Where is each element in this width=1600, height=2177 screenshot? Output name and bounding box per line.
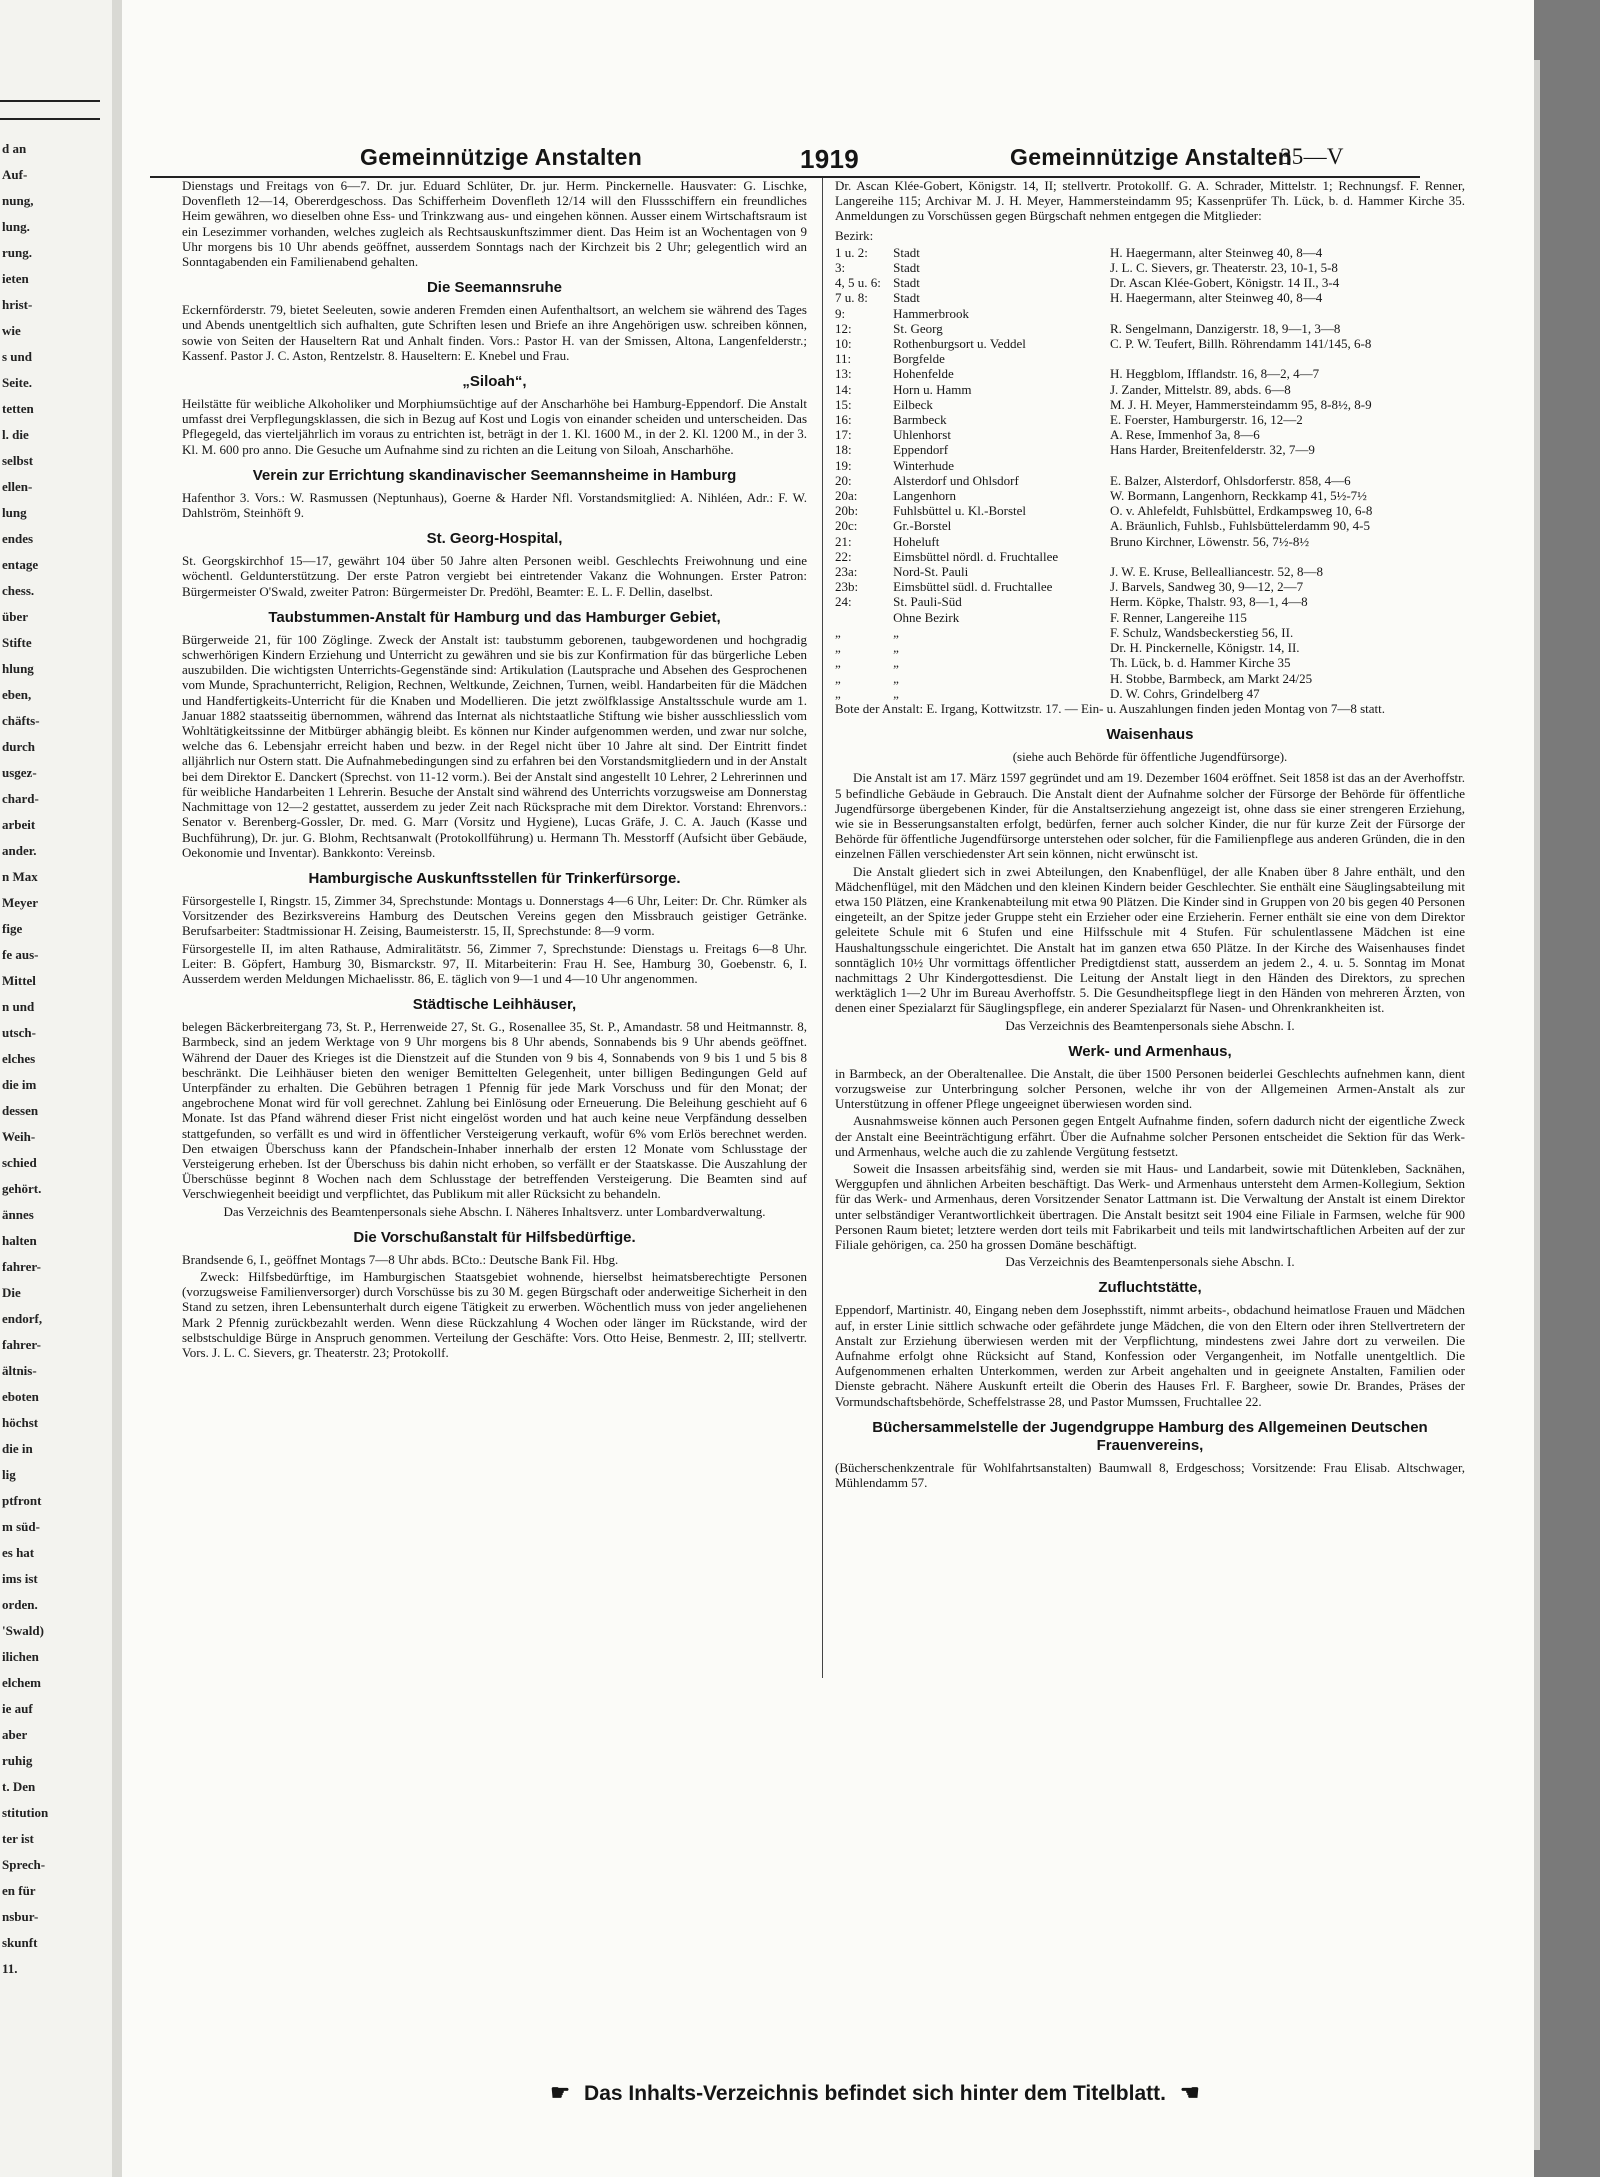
bezirk-number: „ [835, 624, 841, 640]
adjacent-page-fragment: selbst [2, 453, 34, 468]
armenhaus-text-2: Ausnahmsweise können auch Personen gegen Entgelt Aufnahme finden, sofern dadurch nicht der eigentliche Zweck der Anstalt eine Beeinträchtigung erfährt. Über die Aufnahme solcher Personen entscheidet die Sektion für das Werk- und Armenhaus, welche auch die zu zahlende Vergütung festsetzt. [835, 1113, 1465, 1159]
bezirk-contact: H. Haegermann, alter Steinweg 40, 8—4 [1109, 244, 1323, 260]
bezirk-contact: H. Stobbe, Barmbeck, am Markt 24/25 [1109, 670, 1313, 686]
adjacent-page-rule [0, 100, 100, 102]
adjacent-page-fragment: elches [2, 1051, 36, 1066]
taubstummen-anstalt-heading: Taubstummen-Anstalt für Hamburg und das Hamburger Gebiet, [268, 608, 721, 626]
bezirk-district: Stadt [893, 260, 920, 276]
bezirk-district: Eilbeck [893, 396, 933, 412]
adjacent-page-fragment: utsch- [2, 1025, 36, 1040]
bezirk-number: 3: [835, 260, 846, 276]
left-column [182, 178, 807, 1362]
leihhaeuser-heading: Städtische Leihhäuser, [412, 996, 577, 1014]
adjacent-page-fragment: die in [2, 1441, 33, 1456]
bezirk-row [835, 412, 1465, 427]
bezirk-contact: Dr. Ascan Klée-Gobert, Königstr. 14 II., 3-4 [1109, 275, 1340, 291]
bezirk-number: 20b: [835, 503, 859, 519]
bezirk-contact: Dr. H. Pinckernelle, Königstr. 14, II. [1109, 640, 1300, 656]
bezirk-district: Barmbeck [893, 412, 947, 428]
bezirk-row [835, 686, 1465, 701]
adjacent-page-fragment: ieten [2, 271, 29, 286]
fuersorgestelle-1-text: Fürsorgestelle I, Ringstr. 15, Zimmer 34, Sprechstunde: Montags u. Donnerstags 4—6 Uhr, Leiter: Dr. Chr. Rümker als Vorsitzender des Bezirksvereins Hamburg des Deutschen Vereins gegen den Missbrauch geistiger Getränke. Berufsarbeiter: Stadtmissionar H. Zeising, Baumeisterstr. 15, II, Sprechstunde: 8—9 vorm. [182, 892, 807, 939]
adjacent-page-fragment: m süd- [2, 1519, 40, 1534]
zufluchtstaette-text: Eppendorf, Martinistr. 40, Eingang neben dem Josephsstift, nimmt arbeits-, obdachund heimatlose Frauen und Mädchen auf, in erster Linie sittlich schwache oder gefährdete junge Mädchen, die von den Eltern oder ihren Stellvertretern der Anstalt zur Erziehung überwiesen werden mit der Verpflichtung, mindestens zwei Jahre dort zu verweilen. Die Aufnahme erfolgt ohne Rücksicht auf Stand, Konfession oder Vergangenheit, im Notfalle unentgeltlich. Die Aufgenommenen erhalten Unterkommen, werden zur Arbeit angehalten und in geeignete Anstalten, Familien oder Dienste gebracht. Nähere Auskunft erteilt die Oberin des Hauses Frl. F. Bargheer, sowie Dr. Brandes, Präses der Vormundschaftsbehörde, Scheffelstrasse 28, und Pastor Mumssen, Fruchtallee 22. [835, 1302, 1465, 1409]
pointing-hand-left-icon: ☚ [1179, 2080, 1200, 2105]
bezirk-row [835, 671, 1465, 686]
bezirk-row [835, 534, 1465, 549]
adjacent-page-fragment: ännes [2, 1207, 34, 1222]
armenhaus-text-3: Soweit die Insassen arbeitsfähig sind, werden sie mit Haus- und Landarbeit, sowie mit Dütenkleben, Sacknähen, Werggupfen und ähnlichen Arbeiten beschäftigt. Das Werk- und Armenhaus untersteht dem Armen-Kollegium, Sektion für das Werk- und Armenhaus, deren Vorsitzender Senator Lattmann ist. Die Verwaltung der Anstalt ist einem Direktor unter selbständiger Verantwortlichkeit übertragen. Die Anstalt besitzt seit 1904 eine Filiale in Farmsen, welche für 900 Personen Raum bietet; letztere werden dort teils mit Fabrikarbeit und teils mit landwirtschaftlichen Arbeiten auf der zur Filiale gehörigen, ca. 250 ha grossen Domäne beschäftigt. [835, 1160, 1465, 1252]
bezirk-number: 15: [835, 396, 852, 412]
adjacent-page-fragment: chard- [2, 791, 39, 806]
bezirk-table [835, 245, 1465, 701]
bezirk-row [835, 549, 1465, 564]
bezirk-number: 14: [835, 381, 852, 397]
bezirk-district: Stadt [893, 275, 920, 291]
bezirk-row [835, 306, 1465, 321]
bezirk-number: 12: [835, 320, 852, 336]
bezirk-row [835, 442, 1465, 457]
bezirk-district: Horn u. Hamm [893, 381, 972, 397]
bezirk-district: Winterhude [893, 457, 954, 473]
adjacent-page-fragment: eben, [2, 687, 32, 702]
leihhaeuser-text: belegen Bäckerbreitergang 73, St. P., Herrenweide 27, St. G., Rosenallee 35, St. P., Amandastr. 58 und Heitmannstr. 8, Barmbeck, sind an jedem Werktage von 9 Uhr morgens bis 8 Uhr abends, Sonnabends bis 9 Uhr abends geöffnet. Während der Dauer des Krieges ist die Dienstzeit auf die Stunden von 9 bis 4, Sonnabends von 9 bis 1 und 5 bis 8 beschränkt. Die Leihhäuser bieten den weniger Bemittelten Gelegenheit, unter billigen Bedingungen Geld auf Unterpfänder zu erhalten. Die Gebühren betragen 1 Pfennig für jede Mark Vorschuss und für den Monat; der angebrochene Monat wird für voll gerechnet. Zahlung bei Einlösung oder Erneuerung. Die Beleihung geschieht auf 6 Monate. Ist das Pfand während dieser Frist nicht eingelöst worden und hat auch keine neue Verpfändung desselben stattgefunden, so verfällt es und wird in öffentlicher Versteigerung verkauft, wofür 6% vom Erlös berechnet werden. Den etwaigen Überschuss kann der Pfandschein-Inhaber innerhalb der ersten 12 Monate vom Schlusstage der Versteigerung erheben. Ist der Überschuss bis dahin nicht erhoben, so verfällt er der Staatskasse. Die Auszahlung der Überschüsse beginnt 8 Wochen nach dem Schlusstage der betreffenden Versteigerung. Die Beamten sind auf Verschwiegenheit beeidigt und verpflichtet, das Publikum mit aller Rücksicht zu behandeln. [182, 1019, 807, 1202]
adjacent-page-fragment: entage [2, 557, 39, 572]
bezirk-district: Ohne Bezirk [893, 609, 960, 625]
bezirk-row [835, 625, 1465, 640]
bezirk-contact: J. Barvels, Sandweg 30, 9—12, 2—7 [1109, 579, 1304, 595]
running-head-left: Gemeinnützige Anstalten [360, 144, 643, 170]
bezirk-contact: Hans Harder, Breitenfelderstr. 32, 7—9 [1109, 442, 1315, 458]
bezirk-district: „ [893, 655, 899, 671]
trinkerfuersorge-heading: Hamburgische Auskunftsstellen für Trinkerfürsorge. [308, 869, 681, 887]
adjacent-page-fragment: hrist- [2, 297, 33, 312]
adjacent-page-fragment: Die [2, 1285, 21, 1300]
bezirk-contact: H. Heggblom, Ifflandstr. 16, 8—2, 4—7 [1109, 366, 1320, 382]
bezirk-number: 24: [835, 594, 852, 610]
bezirk-district: Eimsbüttel nördl. d. Fruchtallee [893, 548, 1059, 564]
adjacent-page-fragment: ims ist [2, 1571, 38, 1586]
armenhaus-heading: Werk- und Armenhaus, [1068, 1042, 1232, 1060]
adjacent-page-fragment: Weih- [2, 1129, 36, 1144]
bezirk-number: 17: [835, 427, 852, 443]
vorschussanstalt-continued: Dr. Ascan Klée-Gobert, Königstr. 14, II; stellvertr. Protokollf. G. A. Schrader, Mittelstr. 1; Rechnungsf. F. Renner, Langereihe 115; Archivar M. J. H. Meyer, Hammersteindamm 95; Kassenprüfer Th. Lück, b. d. Hammer Kirche 35. Anmeldungen zu Vorschüssen gegen Bürgschaft nehmen entgegen die Mitglieder: [835, 178, 1465, 224]
adjacent-page-fragment: n Max [2, 869, 38, 884]
adjacent-page-fragment: ältnis- [2, 1363, 37, 1378]
bezirk-row [835, 488, 1465, 503]
bezirk-contact: Bruno Kirchner, Löwenstr. 56, 7½-8½ [1109, 533, 1310, 549]
bezirk-row [835, 473, 1465, 488]
waisenhaus-note: Das Verzeichnis des Beamtenpersonals siehe Abschn. I. [1005, 1017, 1295, 1033]
bezirk-contact [1110, 351, 1465, 366]
bezirk-district: Hammerbrook [893, 305, 969, 321]
siloah-text: Heilstätte für weibliche Alkoholiker und Morphiumsüchtige auf der Anscharhöhe bei Hamburg-Eppendorf. Die Anstalt umfasst drei Verpflegungsklassen, die sich in Bezug auf Kost und Logis von einander scheiden und unterscheiden. Das Pflegegeld, das vierteljährlich im voraus zu entrichten ist, beträgt in der 1. Kl. 1600 M., in der 2. Kl. 1200 M., in der 3. Kl. M. 600 pro anno. Die Gesuche um Aufnahme sind zu richten an die Leitung von Siloah, Anscharhöhe. [182, 396, 807, 457]
st-georg-hospital-text: St. Georgskirchhof 15—17, gewährt 104 über 50 Jahre alten Personen weibl. Geschlechts Freiwohnung und eine wöchentl. Geldunterstützung. Der erste Patron vergiebt bei eintretender Vakanz die Wohnungen. Erster Patron: Bürgermeister O'Swald, zweiter Patron: Bürgermeister Dr. Predöhl, Beamter: E. L. F. Dellin, daselbst. [182, 553, 807, 599]
bezirk-row [835, 518, 1465, 533]
adjacent-page-fragment: schied [2, 1155, 37, 1170]
adjacent-page-fragment: rung. [2, 245, 32, 260]
bezirk-number: „ [835, 670, 841, 686]
adjacent-page-fragment: fige [2, 921, 23, 936]
vorschussanstalt-address: Brandsende 6, I., geöffnet Montags 7—8 Uhr abds. BCto.: Deutsche Bank Fil. Hbg. [182, 1251, 619, 1267]
adjacent-page-fragment: höchst [2, 1415, 39, 1430]
adjacent-page-fragment: l. die [2, 427, 29, 442]
adjacent-page-fragment: ptfront [2, 1493, 42, 1508]
adjacent-page-fragment: Sprech- [2, 1857, 46, 1872]
bezirk-district: „ [893, 685, 899, 701]
binding-gutter [112, 0, 122, 2177]
buechersammelstelle-text: (Bücherschenkzentrale für Wohlfahrtsanstalten) Baumwall 8, Erdgeschoss; Vorsitzende: Frau Elisab. Altschwager, Mühlendamm 57. [835, 1459, 1465, 1491]
waisenhaus-text-1: Die Anstalt ist am 17. März 1597 gegründet und am 19. Dezember 1604 eröffnet. Seit 1858 ist das an der Averhoffstr. 5 befindliche Gebäude in Gebrauch. Die Anstalt dient der Aufnahme solcher der Fürsorge der Behörde für öffentliche Jugendfürsorge übergebenen Kinder, für die Anstaltserziehung angezeigt ist, ohne dass sie einer strengeren Erziehung, wie sie in Besserungsanstalten erfolgt, bedürfen, ferner auch solcher Kinder, die nur für kurze Zeit der Fürsorge der Behörde für öffentliche Jugendfürsorge unterstehen oder solcher, für die Familienpflege aus anderen Gründen, die in den einzelnen Fällen verschiedenster Art sein können, nicht erwünscht ist. [835, 770, 1465, 862]
bezirk-number: 10: [835, 336, 852, 352]
bezirk-district: Gr.-Borstel [893, 518, 952, 534]
seemannsruhe-text: Eckernförderstr. 79, bietet Seeleuten, sowie anderen Fremden einen Aufenthaltsort, an welchem sie während des Tages und Abends unentgeltlich sich aufhalten, gute Schriften lesen und Briefe an ihre Angehörigen usw. schreiben können, sowie von Seiten der Hauseltern Rat und Anhalt finden. Vors.: Pastor H. van der Smissen, Altona, Langenfelderstr.; Kassenf. Pastor J. C. Aston, Rentzelstr. 8. Hauseltern: E. Knebel und Frau. [182, 302, 807, 363]
adjacent-page-fragment: ander. [2, 843, 37, 858]
bezirk-district: Uhlenhorst [893, 427, 951, 443]
adjacent-page-fragment: 11. [2, 1961, 18, 1976]
bezirk-district: Borgfelde [893, 351, 945, 367]
bezirk-number: 20: [835, 472, 852, 488]
adjacent-page-fragment: fahrer- [2, 1259, 41, 1274]
bezirk-number [835, 610, 893, 625]
adjacent-page-fragment: endorf, [2, 1311, 43, 1326]
bezirk-row [835, 655, 1465, 670]
bezirk-contact: A. Bräunlich, Fuhlsb., Fuhlsbüttelerdamm 90, 4-5 [1109, 518, 1370, 534]
adjacent-page-fragment: die im [2, 1077, 37, 1092]
bezirk-district: Alsterdorf und Ohlsdorf [893, 472, 1019, 488]
bezirk-number: „ [835, 685, 841, 701]
bezirk-contact: J. L. C. Sievers, gr. Theaterstr. 23, 10-1, 5-8 [1109, 260, 1338, 276]
bezirk-number: 13: [835, 366, 852, 382]
adjacent-page-fragment: gehört. [2, 1181, 42, 1196]
bezirk-number: 16: [835, 412, 852, 428]
bezirk-district: Hoheluft [893, 533, 940, 549]
adjacent-page-fragment: chäfts- [2, 713, 40, 728]
bezirk-number: 22: [835, 548, 852, 564]
bezirk-contact: D. W. Cohrs, Grindelberg 47 [1109, 685, 1260, 701]
bezirk-contact: J. W. E. Kruse, Bellealliancestr. 52, 8—8 [1109, 564, 1323, 580]
adjacent-page-fragment: en für [2, 1883, 36, 1898]
bezirk-row [835, 610, 1465, 625]
adjacent-page-fragment: usgez- [2, 765, 37, 780]
bezirk-label: Bezirk: [835, 227, 874, 243]
adjacent-page-fragment: endes [2, 531, 34, 546]
seemannsruhe-heading: Die Seemannsruhe [426, 279, 563, 297]
bezirk-row [835, 564, 1465, 579]
adjacent-page-fragment: Mittel [2, 973, 36, 988]
column-divider [822, 178, 823, 1678]
adjacent-page-fragment: aber [2, 1727, 28, 1742]
bezirk-district: „ [893, 640, 899, 656]
bezirk-number: 23a: [835, 564, 858, 580]
adjacent-page-fragment: fe aus- [2, 947, 39, 962]
scan-background-right [1534, 0, 1600, 2177]
bezirk-row [835, 503, 1465, 518]
bezirk-number: 7 u. 8: [835, 290, 868, 306]
bezirk-district: Langenhorn [893, 488, 956, 504]
footer-text: Das Inhalts-Verzeichnis befindet sich hinter dem Titelblatt. [584, 2082, 1166, 2105]
adjacent-page-fragment: 'Swald) [2, 1623, 44, 1638]
adjacent-page-fragment: skunft [2, 1935, 38, 1950]
bezirk-contact: M. J. H. Meyer, Hammersteindamm 95, 8-8½, 8-9 [1109, 396, 1372, 412]
bezirk-district: Rothenburgsort u. Veddel [893, 336, 1026, 352]
bezirk-row [835, 336, 1465, 351]
seemannsheime-heading: Verein zur Errichtung skandinavischer Seemannsheime in Hamburg [252, 466, 737, 484]
bezirk-district: Eimsbüttel südl. d. Fruchtallee [893, 579, 1053, 595]
bezirk-district: „ [893, 670, 899, 686]
bezirk-row [835, 351, 1465, 366]
bezirk-number: 4, 5 u. 6: [835, 275, 881, 291]
bezirk-row [835, 366, 1465, 381]
adjacent-page-fragment: lung. [2, 219, 30, 234]
adjacent-page-fragment: orden. [2, 1597, 38, 1612]
armenhaus-note: Das Verzeichnis des Beamtenpersonals siehe Abschn. I. [1005, 1254, 1295, 1270]
bezirk-district: „ [893, 624, 899, 640]
vorschussanstalt-heading: Die Vorschußanstalt für Hilfsbedürftige. [353, 1228, 636, 1246]
bezirk-row [835, 245, 1465, 260]
page-number: 35—V [1280, 144, 1344, 169]
bezirk-contact: W. Bormann, Langenhorn, Reckkamp 41, 5½-7½ [1109, 488, 1367, 504]
bote-text: Bote der Anstalt: E. Irgang, Kottwitzstr. 17. — Ein- u. Auszahlungen finden jeden Montag von 7—8 statt. [835, 700, 1386, 716]
adjacent-page-fragment: lung [2, 505, 27, 520]
bezirk-number: 18: [835, 442, 852, 458]
bezirk-row [835, 579, 1465, 594]
bezirk-row [835, 382, 1465, 397]
bezirk-contact: C. P. W. Teufert, Billh. Röhrendamm 141/145, 6-8 [1109, 336, 1372, 352]
right-column [835, 178, 1465, 1492]
adjacent-page-fragment: Seite. [2, 375, 32, 390]
adjacent-page-fragment: ilichen [2, 1649, 39, 1664]
bezirk-row [835, 458, 1465, 473]
adjacent-page-fragment: arbeit [2, 817, 36, 832]
adjacent-page-fragment: ruhig [2, 1753, 33, 1768]
waisenhaus-subtitle: (siehe auch Behörde für öffentliche Jugendfürsorge). [1012, 749, 1288, 765]
running-head-year: 1919 [800, 144, 860, 174]
running-head-right: Gemeinnützige Anstalten [1010, 144, 1293, 170]
bezirk-row [835, 321, 1465, 336]
adjacent-page-fragment: chess. [2, 583, 35, 598]
adjacent-page-fragment: es hat [2, 1545, 35, 1560]
bezirk-district: Fuhlsbüttel u. Kl.-Borstel [893, 503, 1027, 519]
waisenhaus-text-2: Die Anstalt gliedert sich in zwei Abteilungen, den Knabenflügel, der alle Knaben über 8 Jahre enthält, und den Mädchenflügel, mit den Mädchen und den kleinen Kindern beider Geschlechter. Sie enthält eine Säuglingsabteilung mit etwa 150 Plätzen, eine Krankenabteilung mit etwa 90 Plätzen. Die Kinder sind in Gruppen von 20 bis gegen 40 Personen eingeteilt, an der Spitze jeder Gruppe steht ein Erzieher oder eine Erzieherin. Ferner enthält sie eine von dem Direktor geleitete Schule mit 6 Stufen und eine Hilfsschule mit 4 Stufen. Für schulentlassene Mädchen ist eine Haushaltungsschule eingerichtet. Die Anstalt hat im ganzen etwa 650 Plätze. In der Kirche des Waisenhauses findet sonntäglich 10½ Uhr vormittags öffentlicher Predigtdienst statt, ausserdem an jedem 2., 4. u. 5. Sonntag im Monat nachmittags 2 Uhr Kindergottesdienst. Die Leitung der Anstalt liegt in den Händen des Direktors, zu sprechen werktäglich 1—2 Uhr im Bureau Averhoffstr. 5. Die Gesundheitspflege liegt in den Händen von mehreren Ärzten, von denen einer Spezialarzt für Säuglingspflege, ein anderer Spezialarzt für Nasen- und Ohrenkrankheiten ist. [835, 863, 1465, 1016]
adjacent-page-fragment: lig [2, 1467, 16, 1482]
bezirk-contact: O. v. Ahlefeldt, Fuhlsbüttel, Erdkampsweg 10, 6-8 [1109, 503, 1373, 519]
bezirk-contact: A. Rese, Immenhof 3a, 8—6 [1109, 427, 1260, 443]
bezirk-district: Nord-St. Pauli [893, 564, 969, 580]
buechersammelstelle-heading: Büchersammelstelle der Jugendgruppe Hamburg des Allgemeinen Deutschen Frauenvereins, [872, 1418, 1428, 1454]
adjacent-page-fragment: eboten [2, 1389, 39, 1404]
bezirk-contact [1110, 549, 1465, 564]
bezirk-number: 9: [835, 305, 846, 321]
bezirk-contact: H. Haegermann, alter Steinweg 40, 8—4 [1109, 290, 1323, 306]
adjacent-page-fragment: s und [2, 349, 32, 364]
bezirk-contact: E. Balzer, Alsterdorf, Ohlsdorferstr. 858, 4—6 [1109, 472, 1351, 488]
bezirk-number: 19: [835, 457, 852, 473]
bezirk-district: St. Pauli-Süd [893, 594, 962, 610]
st-georg-hospital-heading: St. Georg-Hospital, [426, 530, 563, 548]
adjacent-page-fragment: dessen [2, 1103, 39, 1118]
bezirk-row [835, 290, 1465, 305]
bezirk-row [835, 397, 1465, 412]
bezirk-row [835, 275, 1465, 290]
running-head [150, 142, 1420, 178]
adjacent-page-fragment: Stifte [2, 635, 32, 650]
pointing-hand-icon: ☛ [550, 2080, 571, 2105]
bezirk-number: „ [835, 655, 841, 671]
bezirk-number: 11: [835, 351, 852, 367]
bezirk-number: 21: [835, 533, 852, 549]
bezirk-number: 20a: [835, 488, 858, 504]
adjacent-page-fragment: über [2, 609, 28, 624]
bezirk-district: Stadt [893, 290, 920, 306]
adjacent-page-fragment: hlung [2, 661, 34, 676]
bezirk-contact: Th. Lück, b. d. Hammer Kirche 35 [1109, 655, 1291, 671]
bezirk-row [835, 427, 1465, 442]
vorschussanstalt-text: Zweck: Hilfsbedürftige, im Hamburgischen Staatsgebiet wohnende, hierselbst heimatsberechtigte Personen (vorzugsweise Familienversorger) durch Vorschüsse bis zu 30 M. gegen Bürgschaft oder anderweitige Sicherheit in den Stand zu setzen, ihren Lebensunterhalt durch eigene Tätigkeit zu erwerben. Wöchentlich muss von jeder angeliehenen Mark 2 Pfennig zurückbezahlt werden. Wenn diese Rückzahlung 4 Wochen oder länger im Rückstande, wird der selbstschuldige Bürge in Anspruch genommen. Verteilung der Geschäfte: Vors. Otto Heise, Benmestr. 2, III; stellvertr. Vors. J. L. C. Sievers, gr. Theaterstr. 23; Protokollf. [182, 1268, 807, 1360]
bezirk-contact: F. Schulz, Wandsbeckerstieg 56, II. [1109, 624, 1294, 640]
bezirk-contact [1110, 458, 1465, 473]
bezirk-number: „ [835, 640, 841, 656]
bezirk-number: 23b: [835, 579, 859, 595]
bezirk-number: 1 u. 2: [835, 244, 868, 260]
bezirk-district: St. Georg [893, 320, 943, 336]
bezirk-district: Eppendorf [893, 442, 949, 458]
adjacent-page-fragment: tetten [2, 401, 34, 416]
adjacent-page-fragment: nung, [2, 193, 34, 208]
armenhaus-text-1: in Barmbeck, an der Oberaltenallee. Die Anstalt, die über 1500 Personen beiderlei Geschlechts aufnehmen kann, dient vorzugsweise zur Unterbringung solcher Personen, welche ihr von der Allgemeinen Armen-Anstalt als zur Unterstützung in offener Pflege ungeeignet überwiesen worden sind. [835, 1065, 1465, 1112]
adjacent-page-fragment: ellen- [2, 479, 33, 494]
seemannsheime-text: Hafenthor 3. Vors.: W. Rasmussen (Neptunhaus), Goerne & Harder Nfl. Vorstandsmitglied: A. Nihléen, Adr.: F. W. Dahlström, Steinhöft 9. [182, 489, 807, 521]
waisenhaus-heading: Waisenhaus [1106, 726, 1194, 744]
adjacent-page-fragment: elchem [2, 1675, 41, 1690]
adjacent-page-fragment: ter ist [2, 1831, 34, 1846]
adjacent-page-fragment: d an [2, 141, 27, 156]
bezirk-row [835, 594, 1465, 609]
adjacent-page-fragment: Auf- [2, 167, 28, 182]
bezirk-district: Hohenfelde [893, 366, 954, 382]
bezirk-contact: R. Sengelmann, Danzigerstr. 18, 9—1, 3—8 [1109, 320, 1341, 336]
bezirk-contact: F. Renner, Langereihe 115 [1109, 609, 1247, 625]
adjacent-page-fragment: Meyer [2, 895, 39, 910]
zufluchtstaette-heading: Zufluchtstätte, [1098, 1279, 1202, 1297]
bezirk-number: 20c: [835, 518, 858, 534]
siloah-heading: „Siloah“, [462, 373, 527, 391]
footer-notice [315, 2080, 1435, 2106]
taubstummen-anstalt-text: Bürgerweide 21, für 100 Zöglinge. Zweck der Anstalt ist: taubstumm geborenen, taubgewordenen und hochgradig schwerhörigen Kindern Erziehung und Unterricht zu gewähren und sie bis zur Konfirmation für das bürgerliche Leben auszubilden. Die wichtigsten Unterrichts-Gegenstände sind: Artikulation (Lautsprache und Absehen des Gesprochenen vom Munde, Sprachunterricht, Religion, Rechnen, Weltkunde, Zeichnen, Turnen, weibl. Handarbeiten für die Mädchen und Handfertigkeits-Unterricht für die Knaben und Modellieren. Die jetzt zwölfklassige Anstaltsschule wurde am 1. Januar 1882 staatsseitig übernommen, während das Internat als nichtstaatliche Stiftung wie bisher ausschliesslich vom Wohltätigkeitssinne der Mitbürger abhängig bleibt. Es können nur Kinder aufgenommen werden, und zwar nur solche, welche das 6. Lebensjahr erreicht haben und bezw. in der Regel nicht über 10 Jahre alt sind. Der Eintritt findet alljährlich nur Ostern statt. Die Aufnahmebedingungen sind zu erfahren bei den Vorstandsmitgliedern und in der Anstalt bei dem Direktor E. Danckert (Sprechst. von 11-12 vorm.). Bei der Anstalt sind angestellt 10 Lehrer, 2 Lehrerinnen und für weibliche Handarbeiten 1 Lehrerin. Besuche der Anstalt sind während des Unterrichts vorzugsweise am Donnerstag Nachmittage von 12—2 gestattet, ausserdem zu jeder Zeit nach Rücksprache mit dem Direktor. Vorstand: Ehrenvors.: Senator v. Berenberg-Gossler, Dr. med. G. Marr (Vorsitz und Hygiene), Lucas Gräfe, J. C. A. Jauch (Kasse und Buchführung), Dr. jur. G. Blohm, Rechtsanwalt (Protokollführung) u. Hermann Th. Messtorff (Aufsicht über Gebäude, Oekonomie und Inventar). Bankkonto: Vereinsb. [182, 631, 807, 860]
bezirk-contact: J. Zander, Mittelstr. 89, abds. 6—8 [1109, 381, 1291, 397]
adjacent-page-fragment: nsbur- [2, 1909, 39, 1924]
bezirk-district: Stadt [893, 244, 920, 260]
adjacent-page-fragment: stitution [2, 1805, 49, 1820]
adjacent-page-fragment: n und [2, 999, 35, 1014]
adjacent-page-fragment: halten [2, 1233, 37, 1248]
bezirk-contact: E. Foerster, Hamburgerstr. 16, 12—2 [1109, 412, 1303, 428]
adjacent-page-fragment: fahrer- [2, 1337, 41, 1352]
adjacent-page-fragment: wie [2, 323, 21, 338]
leihhaeuser-note: Das Verzeichnis des Beamtenpersonals siehe Abschn. I. Näheres Inhaltsverz. unter Lombardverwaltung. [223, 1203, 766, 1219]
fuersorgestelle-2-text: Fürsorgestelle II, im alten Rathause, Admiralitätstr. 56, Zimmer 7, Sprechstunde: Dienstags u. Freitags 6—8 Uhr. Leiter: B. Göpfert, Hamburg 30, Bismarckstr. 97, II. Mitarbeiterin: Frau H. See, Hamburg 30, Goebenstr. 6, I. Ausserdem werden Meldungen Michaelisstr. 86, E. täglich von 9—1 und 4—10 Uhr angenommen. [182, 940, 807, 986]
bezirk-contact [1110, 306, 1465, 321]
bezirk-row [835, 260, 1465, 275]
adjacent-page-fragment: t. Den [2, 1779, 36, 1794]
schifferheim-text: Dienstags und Freitags von 6—7. Dr. jur. Eduard Schlüter, Dr. jur. Herm. Pinckernelle. Hausvater: G. Lischke, Dovenfleth 12—14, Obererdgeschoss. Das Schifferheim Dovenfleth 12/14 will den Flussschiffern ein freundliches Heim gewähren, wo dieselben ohne Ess- und Trinkzwang aus- und eingehen können. Ausser einem Wirtschaftsraum ist ein Lesezimmer vorhanden, welches zugleich als Rechtsauskunftszimmer dient. Das Heim ist an Wochentagen von 9 Uhr morgens bis 10 Uhr abends geöffnet, ausserdem Sonntags nach der Kirchzeit bis 2 Uhr; gelegentlich wird an Sonntagabenden ein Familienabend gehalten. [182, 178, 807, 270]
page [150, 40, 1520, 2140]
adjacent-page-rule [0, 118, 100, 120]
adjacent-page-fragment: ie auf [2, 1701, 33, 1716]
adjacent-page-strip [0, 0, 115, 2177]
bezirk-contact: Herm. Köpke, Thalstr. 93, 8—1, 4—8 [1109, 594, 1308, 610]
bezirk-row [835, 640, 1465, 655]
adjacent-page-fragment: durch [2, 739, 35, 754]
